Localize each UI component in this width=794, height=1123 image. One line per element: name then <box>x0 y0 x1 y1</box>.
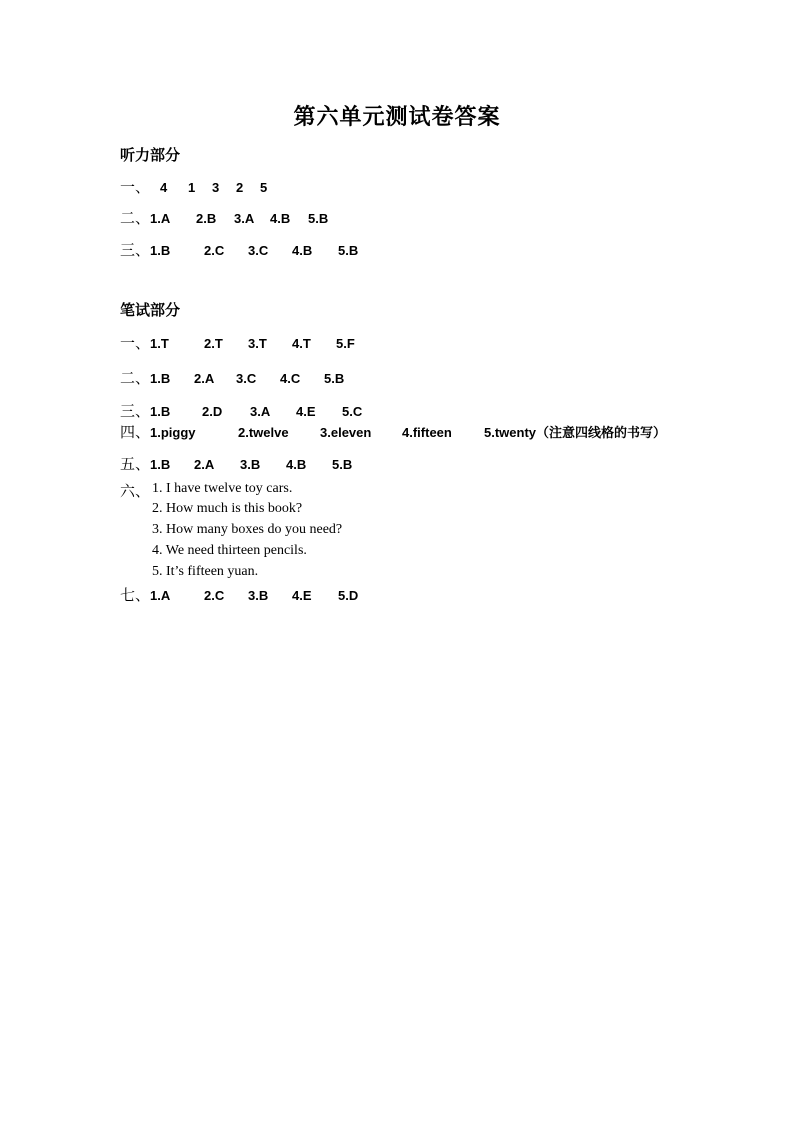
sentence-answer-3: 3. How many boxes do you need? <box>152 522 343 537</box>
answer-item: 3.T <box>248 336 267 351</box>
written-q5-row <box>120 453 352 474</box>
question-number: 四、 <box>120 423 151 441</box>
answer-item: 1 <box>188 180 196 195</box>
answer-item: 2.C <box>204 243 225 258</box>
question-number: 七、 <box>120 586 151 604</box>
answer-item: 5 <box>260 180 268 195</box>
answer-item: 3.C <box>248 243 269 258</box>
question-number: 二、 <box>120 369 151 387</box>
answer-item: 2 <box>236 180 244 195</box>
written-q7-row <box>120 584 358 605</box>
answer-item: 3.B <box>248 588 269 603</box>
sentence-answer-4: 4. We need thirteen pencils. <box>152 543 307 558</box>
answer-item: 5.C <box>342 404 363 419</box>
sentence-answer-1: 1. I have twelve toy cars. <box>152 481 293 496</box>
answer-item: 3.C <box>236 371 257 386</box>
question-number: 一、 <box>120 178 151 196</box>
answer-item: 5.B <box>308 211 329 226</box>
answer-item: 4.T <box>292 336 311 351</box>
writing-note: （注意四线格的书写） <box>536 426 667 441</box>
answer-item: 3.A <box>234 211 255 226</box>
listening-q3-row <box>120 239 358 260</box>
answer-item: 2.D <box>202 404 223 419</box>
answer-item: 4.E <box>296 404 316 419</box>
answer-item: 3.A <box>250 404 271 419</box>
answer-item: 2.T <box>204 336 223 351</box>
answer-item: 5.D <box>338 588 359 603</box>
answer-item: 4.C <box>280 371 301 386</box>
written-q2-row <box>120 367 344 388</box>
written-q4-row <box>120 421 666 442</box>
answer-item: 1.T <box>150 336 169 351</box>
answer-item: 1.A <box>150 211 171 226</box>
answer-item: 2.A <box>194 371 215 386</box>
answer-item: 5.B <box>338 243 359 258</box>
sentence-answer-2: 2. How much is this book? <box>152 501 303 516</box>
page-title: 第六单元测试卷答案 <box>293 105 501 130</box>
listening-q2-row <box>120 207 328 228</box>
answer-item: 1.B <box>150 404 171 419</box>
question-number: 二、 <box>120 209 151 227</box>
answer-item: 2.twelve <box>238 425 289 440</box>
answer-item: 1.B <box>150 457 171 472</box>
answer-item: 2.C <box>204 588 225 603</box>
answer-item: 2.B <box>196 211 217 226</box>
sentence-answer-5: 5. It’s fifteen yuan. <box>152 564 259 579</box>
written-heading: 笔试部分 <box>120 301 181 319</box>
question-number: 三、 <box>120 241 151 259</box>
answer-item: 1.B <box>150 371 171 386</box>
answer-item: 4.B <box>292 243 313 258</box>
answer-item: 4.E <box>292 588 312 603</box>
written-q6-row <box>120 480 150 501</box>
answer-item: 4.B <box>286 457 307 472</box>
answer-item: 4 <box>160 180 168 195</box>
listening-heading: 听力部分 <box>120 146 181 164</box>
written-q1-row <box>120 332 355 353</box>
question-number: 三、 <box>120 402 151 420</box>
answer-item: 2.A <box>194 457 215 472</box>
answer-item: 3 <box>212 180 220 195</box>
question-number: 六、 <box>120 482 151 500</box>
answer-item: 1.A <box>150 588 171 603</box>
answer-item: 1.piggy <box>150 425 196 440</box>
question-number: 五、 <box>120 455 151 473</box>
answer-item: 5.B <box>324 371 345 386</box>
answer-item: 5.twenty <box>484 425 537 440</box>
answer-item: 5.B <box>332 457 353 472</box>
answer-item: 1.B <box>150 243 171 258</box>
question-number: 一、 <box>120 334 151 352</box>
answer-item: 4.fifteen <box>402 425 452 440</box>
answer-item: 4.B <box>270 211 291 226</box>
answer-item: 5.F <box>336 336 355 351</box>
written-q3-row <box>120 400 362 421</box>
answer-item: 3.B <box>240 457 261 472</box>
answer-item: 3.eleven <box>320 425 372 440</box>
listening-q1-row <box>120 176 267 197</box>
